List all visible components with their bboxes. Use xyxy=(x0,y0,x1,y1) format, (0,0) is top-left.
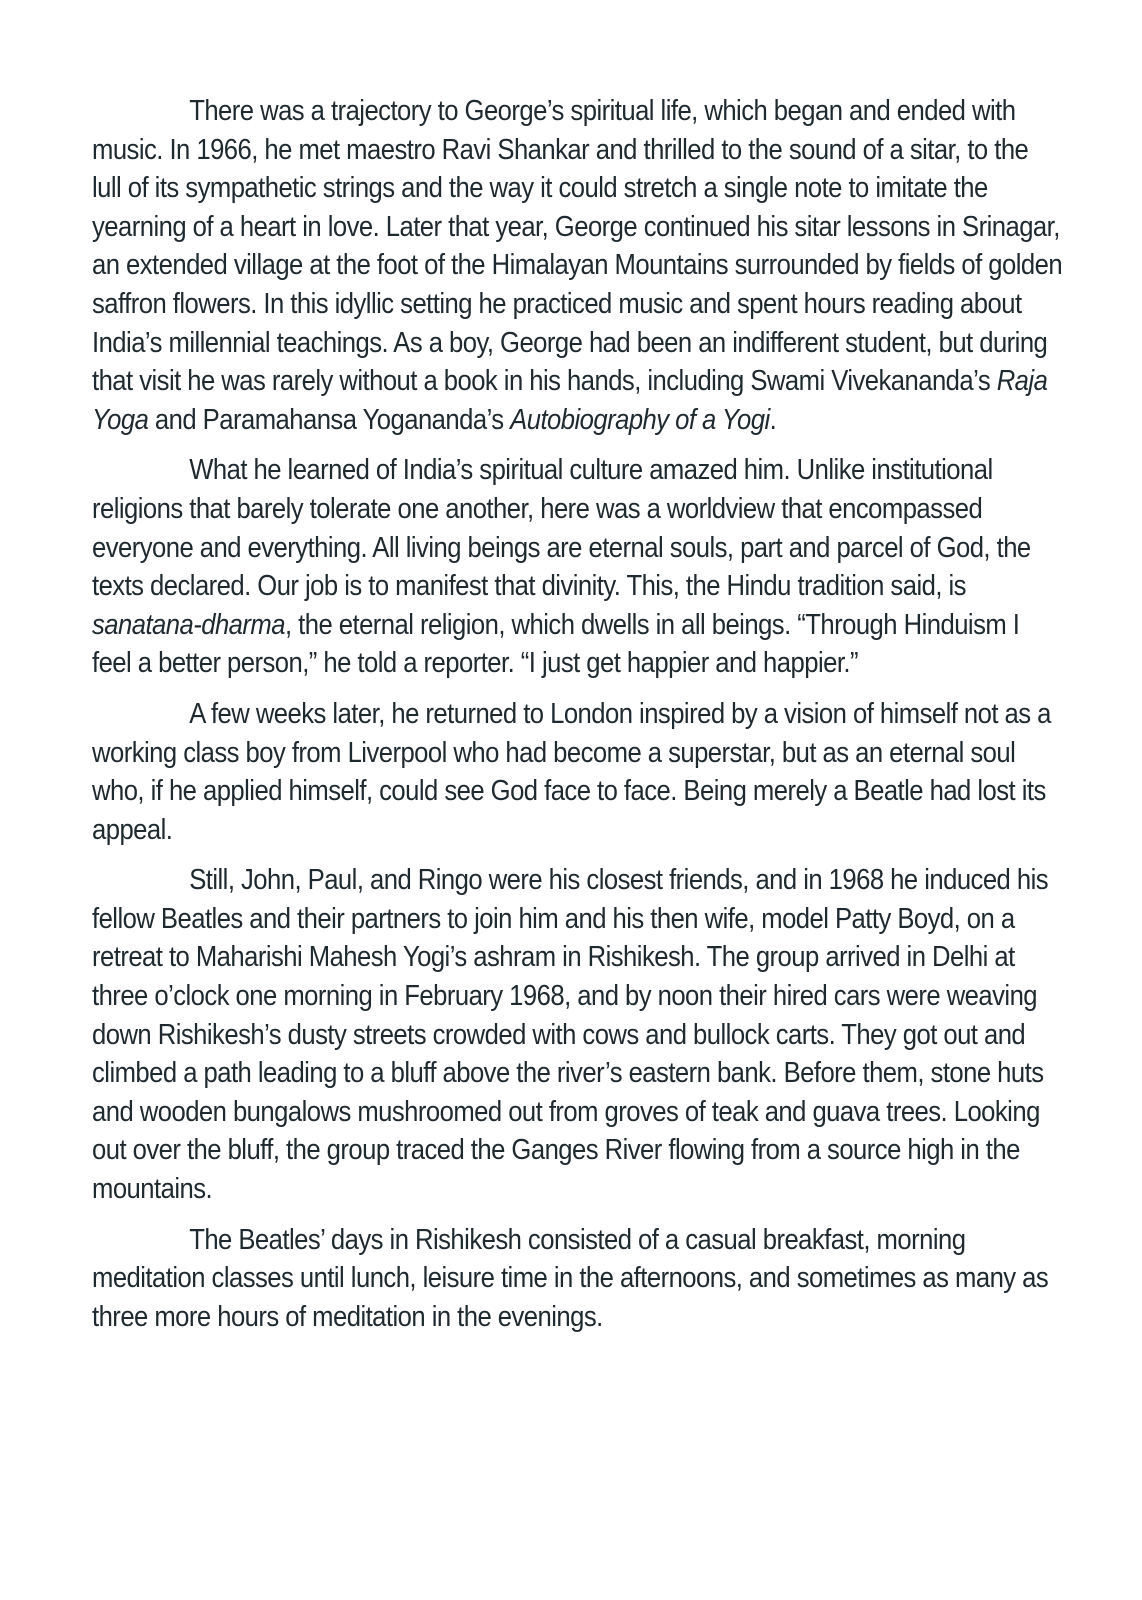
paragraph-text: . xyxy=(769,403,777,436)
paragraph-text: and Paramahansa Yogananda’s xyxy=(148,403,511,436)
paragraph-5 xyxy=(92,1221,1064,1337)
paragraph-text: A few weeks later, he returned to London inspired by a vision of himself not as a working class boy from Liverpool who had become a superstar, but as an eternal soul who, if he applied himself, could see God face to face. Being merely a Beatle had lost its appeal. xyxy=(92,697,1051,846)
paragraph-2 xyxy=(92,451,1064,683)
paragraph-text: There was a trajectory to George’s spiritual life, which began and ended with music. In 1966, he met maestro Ravi Shankar and thrilled to the sound of a sitar, to the lull of its sympathetic strings and the way it could stretch a single note to imitate the yearning of a heart in love. Later that year, George continued his sitar lessons in Srinagar, an extended village at the foot of the Himalayan Mountains surrounded by fields of golden saffron flowers. In this idyllic setting he practiced music and spent hours reading about India’s millennial teachings. As a boy, George had been an indifferent student, but during that visit he was rarely without a book in his hands, including Swami Vivekananda’s xyxy=(92,95,1063,398)
document-body xyxy=(92,92,1064,1336)
book-title-autobiography: Autobiography of a Yogi xyxy=(510,403,770,436)
document-page xyxy=(92,92,1063,1348)
paragraph-3 xyxy=(92,695,1064,849)
paragraph-4 xyxy=(92,861,1064,1208)
paragraph-text: The Beatles’ days in Rishikesh consisted of a casual breakfast, morning meditation classes until lunch, leisure time in the afternoons, and sometimes as many as three more hours of meditation in the evenings. xyxy=(92,1223,1049,1333)
paragraph-1 xyxy=(92,92,1064,439)
paragraph-text: What he learned of India’s spiritual culture amazed him. Unlike institutional religions that barely tolerate one another, here was a worldview that encompassed everyone and everything. All living beings are eternal souls, part and parcel of God, the texts declared. Our job is to manifest that divinity. This, the Hindu tradition said, is xyxy=(92,454,1031,603)
paragraph-text: , the eternal religion, which dwells in all beings. “Through Hinduism I feel a better person,” he told a reporter. “I just get happier and happier.” xyxy=(92,608,1020,680)
book-title-raja-yoga: Raja Yoga xyxy=(92,365,1048,436)
term-sanatana-dharma: sanatana-dharma xyxy=(92,608,285,641)
paragraph-text: Still, John, Paul, and Ringo were his closest friends, and in 1968 he induced his fellow Beatles and their partners to join him and his then wife, model Patty Boyd, on a retreat to Maharishi Mahesh Yogi’s ashram in Rishikesh. The group arrived in Delhi at three o’clock one morning in February 1968, and by noon their hired cars were weaving down Rishikesh’s dusty streets crowded with cows and bullock carts. They got out and climbed a path leading to a bluff above the river’s eastern bank. Before them, stone huts and wooden bungalows mushroomed out from groves of teak and guava trees. Looking out over the bluff, the group traced the Ganges River flowing from a source high in the mountains. xyxy=(92,864,1049,1206)
